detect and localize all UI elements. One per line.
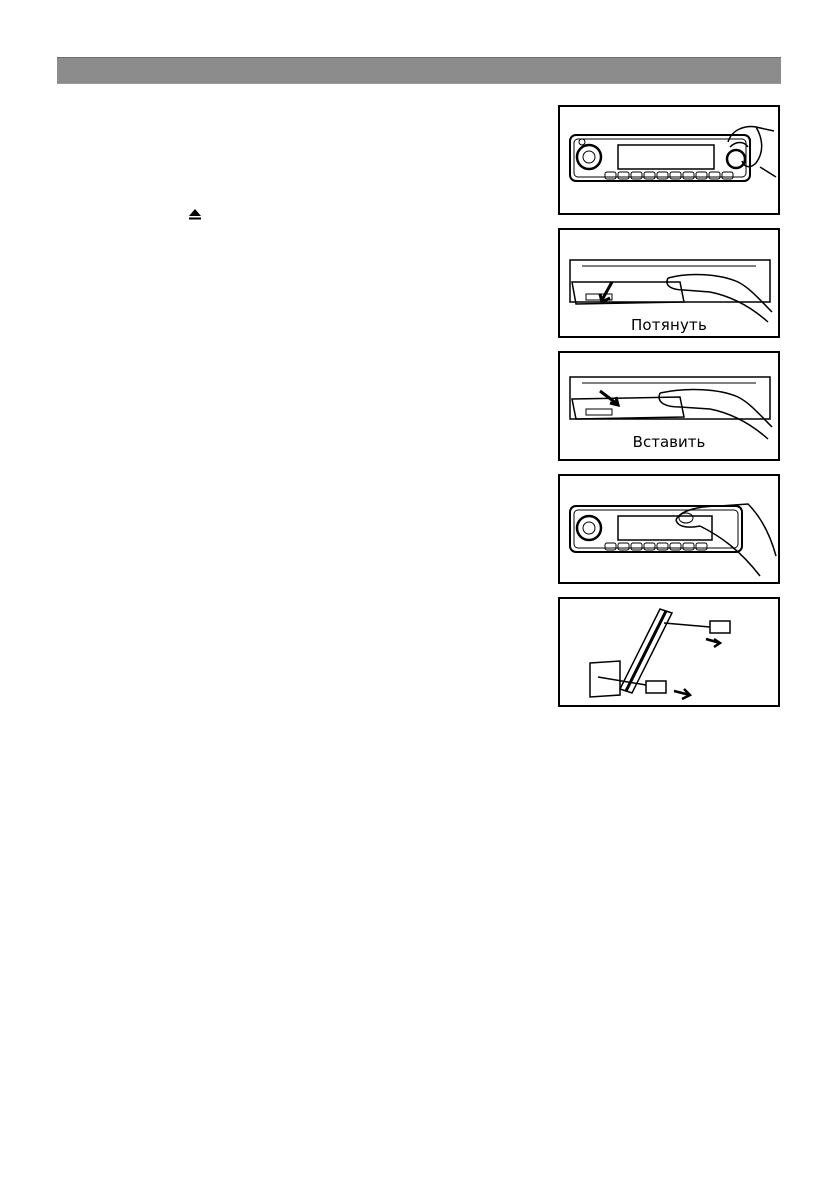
figure-caption-pull: Потянуть: [630, 316, 708, 334]
eject-icon: [188, 207, 202, 221]
section-header-bar: [57, 57, 781, 84]
figure-attach-panel: [558, 474, 780, 584]
figure-insert-panel: [558, 351, 780, 461]
figure-press-release: [558, 105, 780, 215]
figure-pull-panel: [558, 228, 780, 338]
attach-panel-illustration: [560, 476, 778, 582]
head-unit-illustration: [560, 107, 778, 213]
figure-caption-insert: Вставить: [632, 433, 706, 451]
removal-keys-illustration: [560, 599, 778, 705]
figure-removal-keys: [558, 597, 780, 707]
pull-panel-illustration: [560, 230, 778, 336]
insert-panel-illustration: [560, 353, 778, 459]
